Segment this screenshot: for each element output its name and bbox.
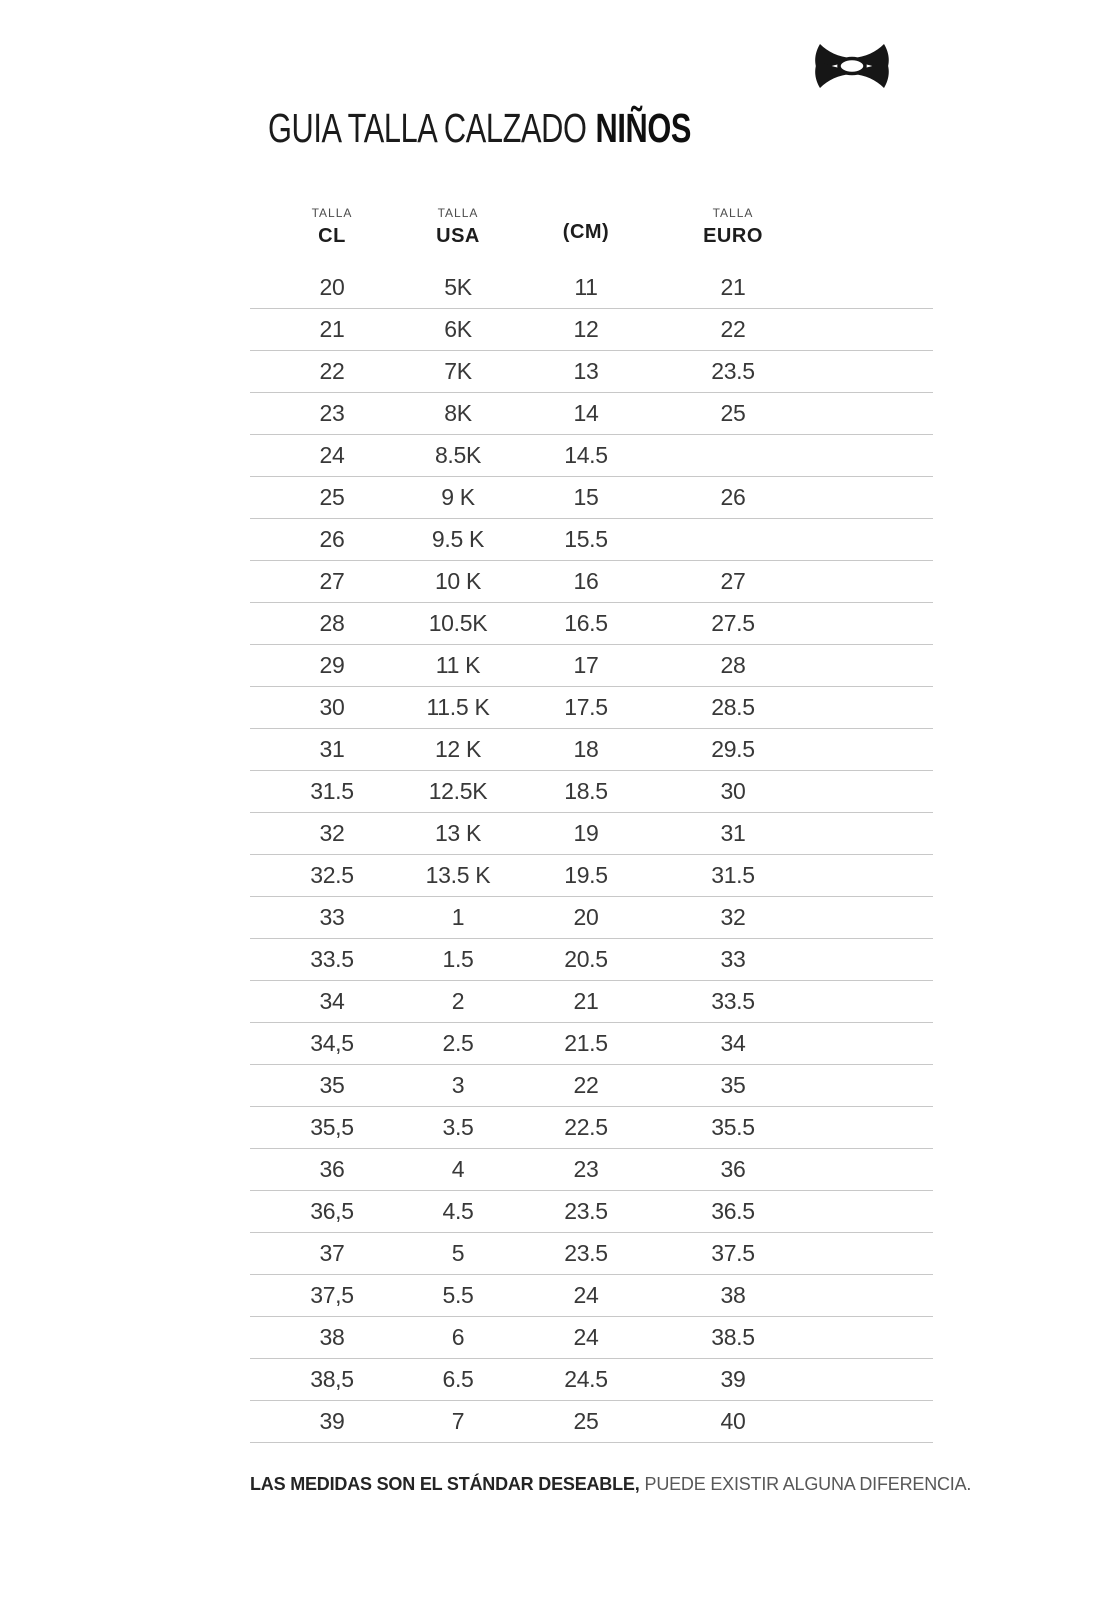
cell-cl: 38,5: [310, 1366, 354, 1392]
size-table-header: [250, 204, 933, 248]
table-row: [250, 645, 933, 687]
cell-euro: 33: [720, 946, 746, 972]
cell-cm: 22.5: [564, 1114, 608, 1140]
cell-euro: 29.5: [711, 736, 755, 762]
cell-euro: 30: [720, 778, 746, 804]
cell-cl: 33.5: [310, 946, 354, 972]
cell-cl: 30: [319, 694, 345, 720]
cell-usa: 8K: [444, 400, 472, 426]
cell-cm: 24.5: [564, 1366, 608, 1392]
table-row: [250, 561, 933, 603]
cell-cl: 32.5: [310, 862, 354, 888]
cell-cl: 36: [319, 1156, 345, 1182]
table-row: [250, 267, 933, 309]
cell-cm: 17: [573, 652, 599, 678]
table-row: [250, 1359, 933, 1401]
cell-cm: 19: [573, 820, 599, 846]
cell-usa: 12.5K: [428, 778, 488, 804]
cell-usa: 2.5: [442, 1030, 474, 1056]
table-row: [250, 1191, 933, 1233]
cell-euro: 32: [720, 904, 746, 930]
cell-usa: 3.5: [442, 1114, 474, 1140]
cell-euro: 28.5: [711, 694, 755, 720]
table-row: [250, 897, 933, 939]
cell-usa: 3: [451, 1072, 465, 1098]
cell-cm: 23: [573, 1156, 599, 1182]
under-armour-logo-icon: [812, 42, 892, 90]
cell-usa: 7K: [444, 358, 472, 384]
column-header-usa-label: USA: [436, 225, 480, 247]
cell-cl: 22: [319, 358, 345, 384]
column-header-usa-talla: TALLA: [437, 206, 479, 220]
cell-usa: 5K: [444, 274, 472, 300]
cell-euro: 33.5: [711, 988, 755, 1014]
cell-cl: 34,5: [310, 1030, 354, 1056]
cell-cl: 27: [319, 568, 345, 594]
cell-usa: 6K: [444, 316, 472, 342]
cell-usa: 10 K: [434, 568, 482, 594]
table-row: [250, 1107, 933, 1149]
cell-cm: 24: [573, 1282, 599, 1308]
cell-cl: 26: [319, 526, 345, 552]
table-row: [250, 1149, 933, 1191]
table-row: [250, 477, 933, 519]
cell-cm: 14.5: [564, 442, 608, 468]
cell-euro: 23.5: [711, 358, 755, 384]
cell-euro: 36: [720, 1156, 746, 1182]
cell-usa: 1.5: [442, 946, 474, 972]
table-row: [250, 1275, 933, 1317]
cell-cm: 19.5: [564, 862, 608, 888]
cell-usa: 7: [451, 1408, 465, 1434]
cell-cl: 32: [319, 820, 345, 846]
cell-usa: 11 K: [435, 652, 481, 678]
table-row: [250, 1023, 933, 1065]
cell-cm: 22: [573, 1072, 599, 1098]
cell-usa: 4.5: [442, 1198, 474, 1224]
column-header-cm-label: (CM): [562, 221, 610, 243]
page-title-main: GUIA TALLA CALZADO: [268, 105, 587, 151]
table-row: [250, 729, 933, 771]
cell-euro: 40: [720, 1408, 746, 1434]
cell-euro: 38: [720, 1282, 746, 1308]
table-row: [250, 1233, 933, 1275]
cell-euro: 35.5: [711, 1114, 755, 1140]
cell-cl: 29: [319, 652, 345, 678]
cell-euro: 22: [720, 316, 746, 342]
table-row: [250, 309, 933, 351]
table-row: [250, 813, 933, 855]
cell-cl: 23: [319, 400, 345, 426]
cell-usa: 6.5: [442, 1366, 474, 1392]
cell-cl: 36,5: [310, 1198, 354, 1224]
cell-cm: 18.5: [564, 778, 608, 804]
cell-usa: 9.5 K: [431, 526, 485, 552]
cell-euro: 28: [720, 652, 746, 678]
cell-cm: 12: [573, 316, 599, 342]
cell-cl: 37,5: [310, 1282, 354, 1308]
cell-euro: 27.5: [711, 610, 755, 636]
cell-cl: 25: [319, 484, 345, 510]
column-header-cl: [250, 204, 414, 248]
cell-usa: 9 K: [441, 484, 475, 510]
column-header-euro-label: EURO: [703, 225, 763, 247]
disclaimer-regular: PUEDE EXISTIR ALGUNA DIFERENCIA.: [644, 1474, 972, 1494]
cell-cl: 38: [319, 1324, 345, 1350]
page-title-category: NIÑOS: [595, 105, 692, 151]
cell-usa: 5: [451, 1240, 465, 1266]
cell-usa: 12 K: [434, 736, 482, 762]
cell-euro: 25: [720, 400, 746, 426]
table-row: [250, 1317, 933, 1359]
cell-euro: 37.5: [711, 1240, 755, 1266]
cell-euro: 34: [720, 1030, 746, 1056]
cell-cm: 16: [573, 568, 599, 594]
cell-cm: 14: [573, 400, 599, 426]
page-title: [268, 106, 691, 151]
cell-cl: 35: [319, 1072, 345, 1098]
cell-cm: 23.5: [564, 1198, 608, 1224]
cell-cm: 11: [574, 274, 598, 300]
column-header-euro: [670, 204, 796, 248]
cell-cl: 31: [319, 736, 345, 762]
cell-euro: 36.5: [711, 1198, 755, 1224]
table-row: [250, 393, 933, 435]
cell-euro: 38.5: [711, 1324, 755, 1350]
cell-cm: 23.5: [564, 1240, 608, 1266]
cell-cl: 34: [319, 988, 345, 1014]
cell-usa: 13 K: [434, 820, 482, 846]
cell-euro: 21: [720, 274, 746, 300]
table-row: [250, 981, 933, 1023]
cell-cm: 15: [573, 484, 599, 510]
cell-cm: 15.5: [564, 526, 608, 552]
cell-cl: 37: [319, 1240, 345, 1266]
cell-cl: 35,5: [310, 1114, 354, 1140]
column-header-euro-talla: TALLA: [712, 206, 754, 220]
table-row: [250, 939, 933, 981]
size-table: [250, 267, 933, 1443]
cell-usa: 5.5: [442, 1282, 474, 1308]
disclaimer-text: [250, 1474, 971, 1495]
cell-cm: 17.5: [564, 694, 608, 720]
cell-cm: 21: [573, 988, 599, 1014]
cell-cm: 20.5: [564, 946, 608, 972]
cell-usa: 13.5 K: [425, 862, 491, 888]
table-row: [250, 1065, 933, 1107]
cell-euro: 35: [720, 1072, 746, 1098]
column-header-cm: [502, 204, 670, 248]
cell-cl: 21: [319, 316, 345, 342]
cell-cm: 18: [573, 736, 599, 762]
cell-cl: 31.5: [310, 778, 354, 804]
cell-cl: 20: [319, 274, 345, 300]
cell-usa: 10.5K: [428, 610, 488, 636]
cell-cm: 20: [573, 904, 599, 930]
cell-cm: 21.5: [564, 1030, 608, 1056]
cell-usa: 11.5 K: [426, 694, 490, 720]
cell-usa: 1: [451, 904, 465, 930]
column-header-usa: [414, 204, 502, 248]
cell-cl: 33: [319, 904, 345, 930]
cell-cl: 28: [319, 610, 345, 636]
cell-cm: 13: [573, 358, 599, 384]
cell-cl: 24: [319, 442, 345, 468]
cell-euro: 27: [720, 568, 746, 594]
cell-usa: 2: [451, 988, 465, 1014]
cell-usa: 8.5K: [434, 442, 482, 468]
table-row: [250, 435, 933, 477]
table-row: [250, 603, 933, 645]
cell-cm: 25: [573, 1408, 599, 1434]
cell-cm: 24: [573, 1324, 599, 1350]
table-row: [250, 519, 933, 561]
cell-euro: 31: [720, 820, 746, 846]
table-row: [250, 1401, 933, 1443]
table-row: [250, 351, 933, 393]
cell-usa: 4: [451, 1156, 465, 1182]
table-row: [250, 855, 933, 897]
table-row: [250, 687, 933, 729]
cell-euro: 31.5: [711, 862, 755, 888]
column-header-cl-talla: TALLA: [311, 206, 353, 220]
disclaimer-bold: LAS MEDIDAS SON EL STÁNDAR DESEABLE,: [250, 1474, 640, 1494]
column-header-cl-label: CL: [318, 225, 346, 247]
cell-usa: 6: [451, 1324, 465, 1350]
table-row: [250, 771, 933, 813]
cell-euro: 26: [720, 484, 746, 510]
cell-cl: 39: [319, 1408, 345, 1434]
cell-euro: 39: [720, 1366, 746, 1392]
cell-cm: 16.5: [564, 610, 608, 636]
